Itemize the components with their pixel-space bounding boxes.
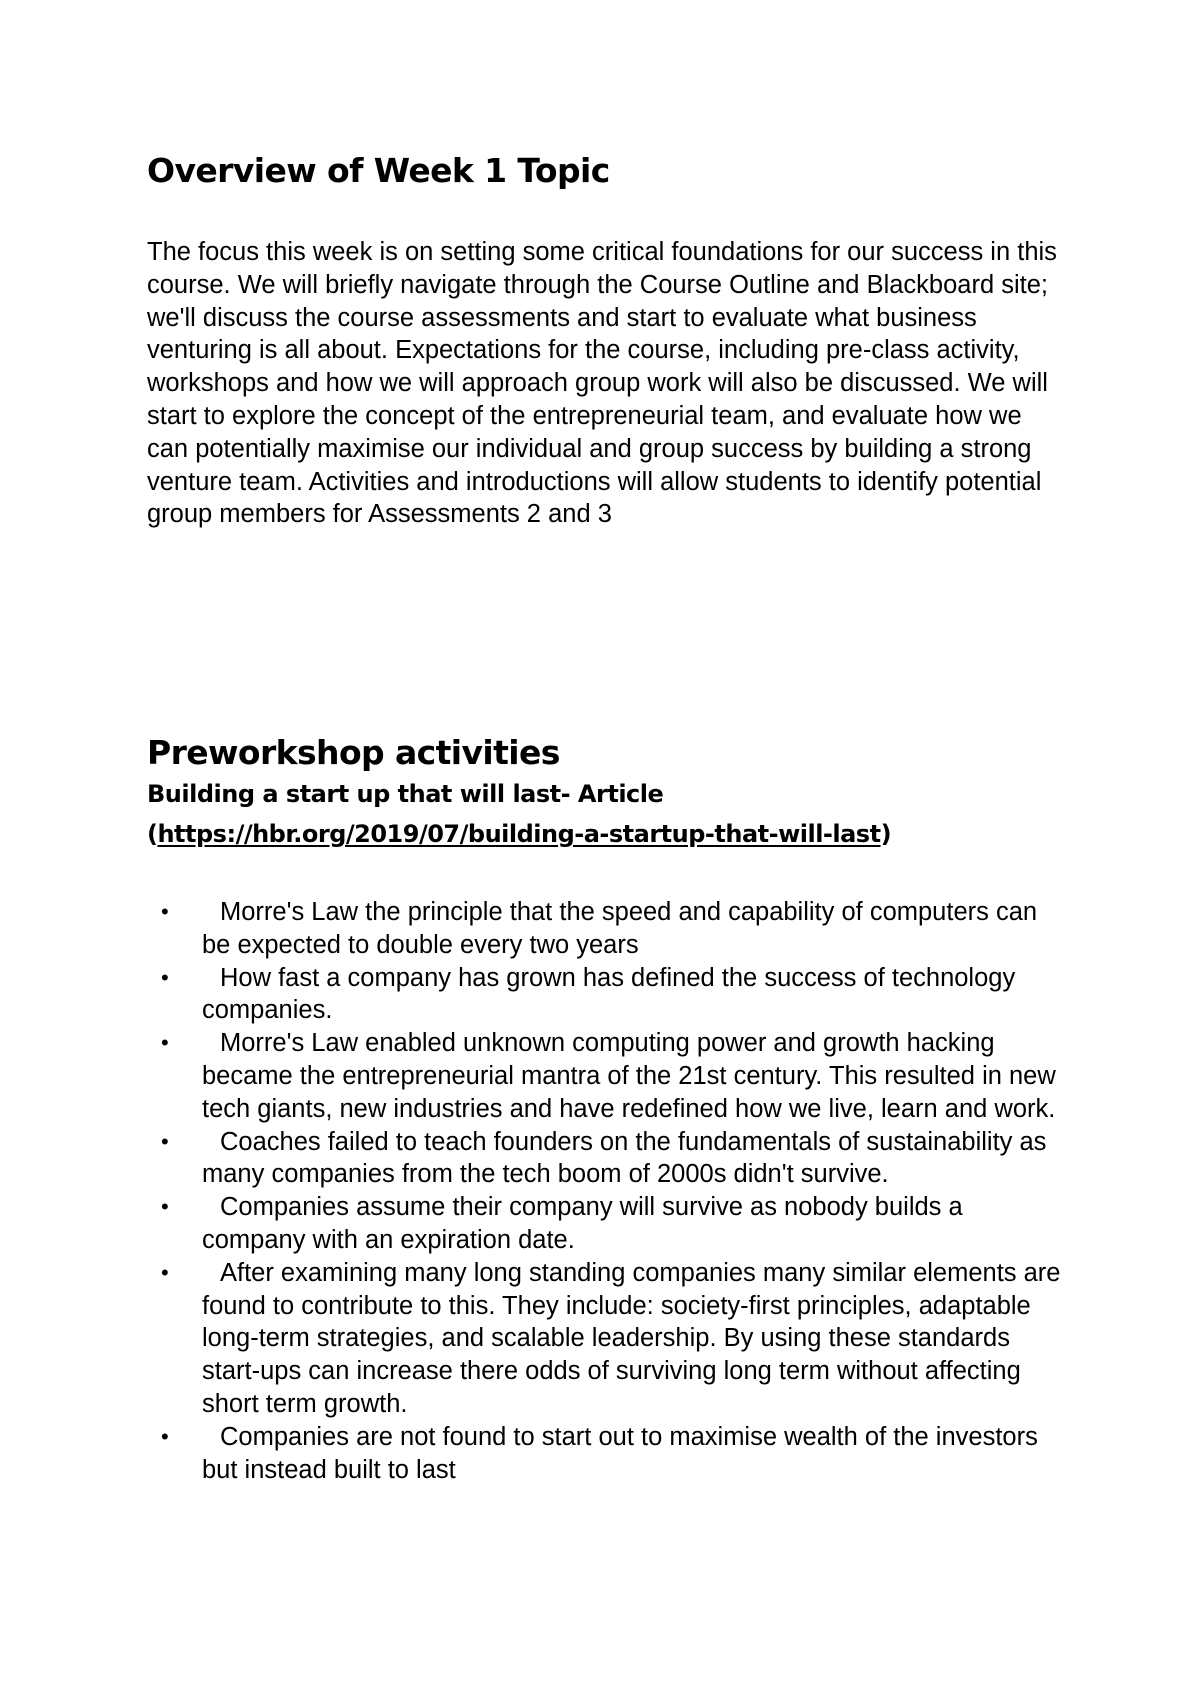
link-open-paren: ( xyxy=(147,820,158,848)
list-item xyxy=(0,1257,1200,1421)
bullet-icon: • xyxy=(161,1030,169,1056)
bullet-icon: • xyxy=(161,1128,169,1154)
list-item xyxy=(0,1027,1200,1125)
list-item-text: Morre's Law enabled unknown computing power and growth hacking became the entrepreneurial mantra of the 21st century. This resulted in new tech giants, new industries and have redefined how we live, learn and work. xyxy=(202,1029,1056,1123)
list-item-text: After examining many long standing companies many similar elements are found to contribute to this. They include: society-first principles, adaptable long-term strategies, and scalable leadership. By using these standards start-ups can increase there odds of surviving long term without affecting short term growth. xyxy=(202,1258,1061,1418)
link-close-paren: ) xyxy=(880,820,892,848)
article-summary-list xyxy=(0,896,1200,1486)
list-item-text: Coaches failed to teach founders on the fundamentals of sustainability as many companies from the tech boom of 2000s didn't survive. xyxy=(202,1127,1047,1189)
bullet-icon: • xyxy=(161,1423,169,1449)
bullet-icon: • xyxy=(161,1194,169,1220)
list-item xyxy=(0,962,1200,1028)
article-link[interactable]: https://hbr.org/2019/07/building-a-startup-that-will-last xyxy=(157,820,881,848)
list-item-text: Morre's Law the principle that the speed and capability of computers can be expected to double every two years xyxy=(202,898,1038,959)
article-title: Building a start up that will last- Article xyxy=(147,780,664,808)
list-item xyxy=(0,1421,1200,1487)
overview-paragraph: The focus this week is on setting some critical foundations for our success in this course. We will briefly navigate through the Course Outline and Blackboard site; we'll discuss the course assessments and start to evaluate what business venturing is all about. Expectations for the course, including pre-class activity, workshops and how we will approach group work will also be discussed. We will start to explore the concept of the entrepreneurial team, and evaluate how we can potentially maximise our individual and group success by building a strong venture team. Activities and introductions will allow students to identify potential group members for Assessments 2 and 3 xyxy=(147,238,1057,529)
preworkshop-heading: Preworkshop activities xyxy=(147,733,560,772)
overview-heading: Overview of Week 1 Topic xyxy=(147,151,610,190)
bullet-icon: • xyxy=(161,964,169,990)
list-item xyxy=(0,896,1200,962)
article-link-line xyxy=(147,820,891,848)
list-item-text: Companies are not found to start out to maximise wealth of the investors but instead built to last xyxy=(202,1422,1038,1484)
bullet-icon: • xyxy=(161,899,169,924)
list-item xyxy=(0,1191,1200,1257)
bullet-icon: • xyxy=(161,1259,169,1285)
list-item xyxy=(0,1126,1200,1192)
list-item-text: How fast a company has grown has defined the success of technology companies. xyxy=(202,963,1016,1025)
list-item-text: Companies assume their company will survive as nobody builds a company with an expiration date. xyxy=(202,1193,963,1254)
